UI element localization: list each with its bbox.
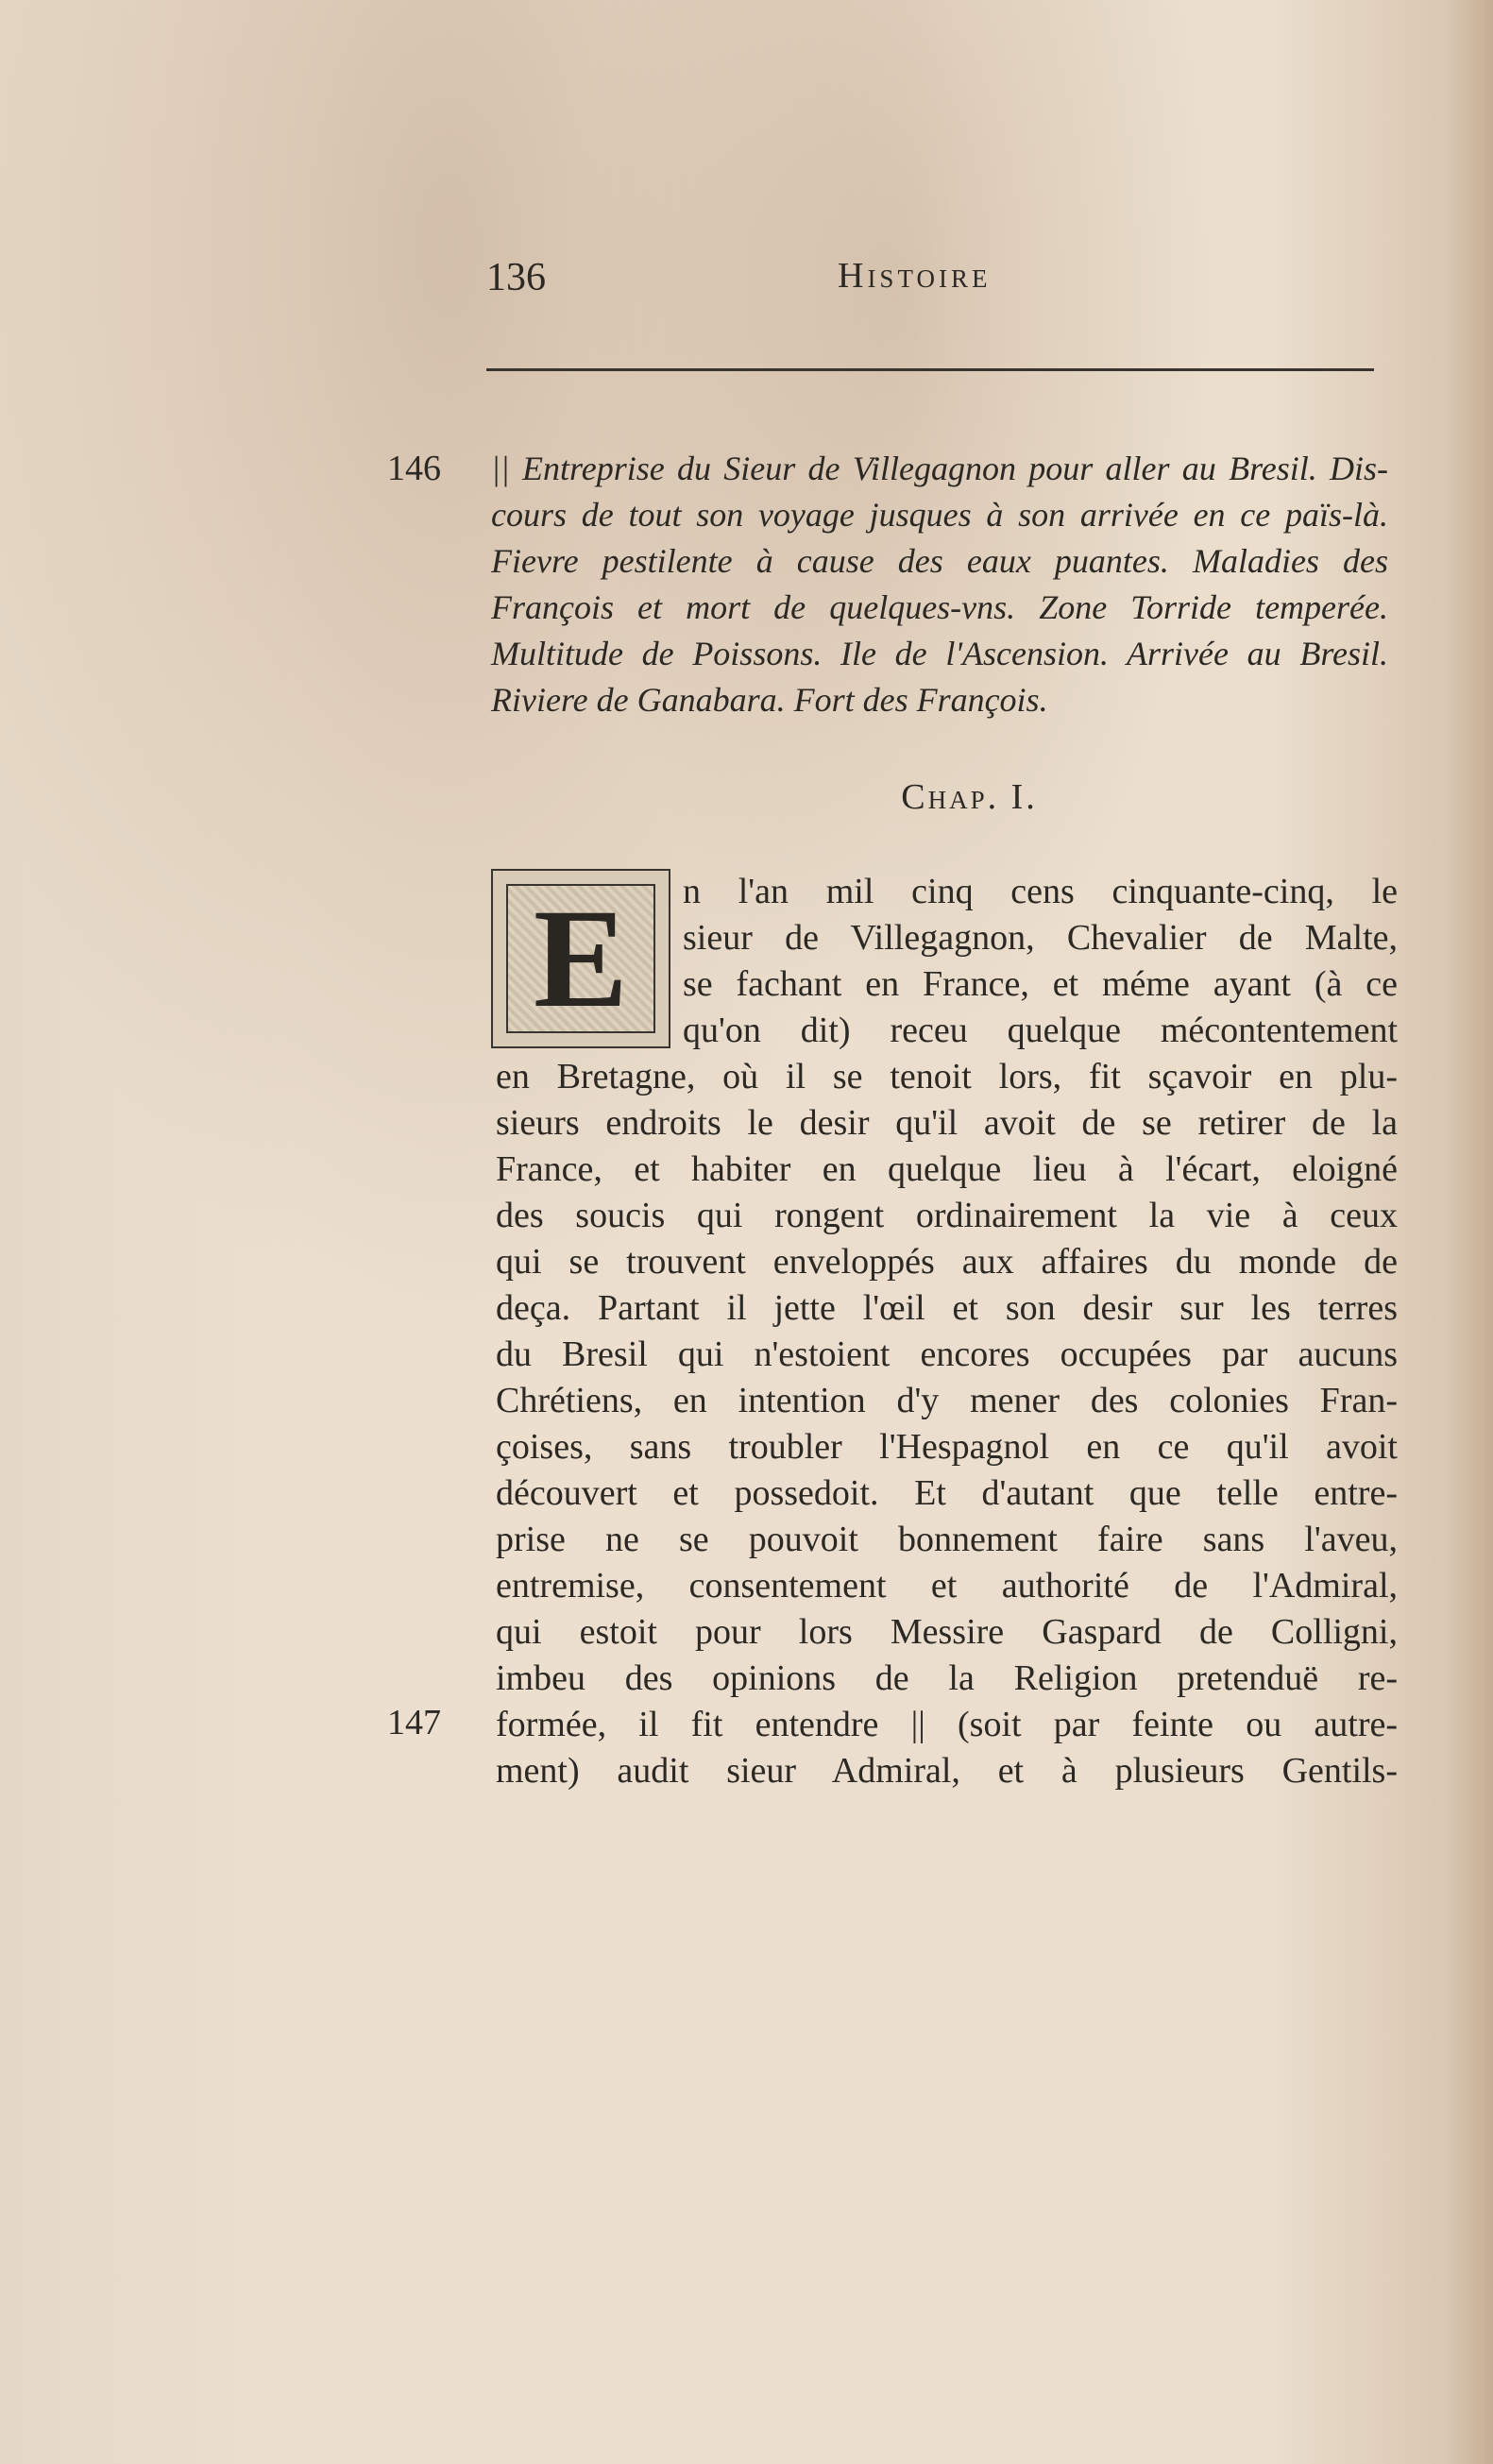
chapter-summary: [491, 446, 1388, 723]
summary-line: Multitude de Poissons. Ile de l'Ascension. Arrivée au Bresil.: [491, 635, 1388, 672]
body-line: sieur de Villegagnon, Chevalier de Malte,: [683, 918, 1398, 958]
chapter-heading: [0, 776, 1493, 818]
body-line: découvert et possedoit. Et d'autant que telle entre-: [496, 1473, 1398, 1513]
margin-number-147: 147: [387, 1703, 441, 1742]
body-line: prise ne se pouvoit bonnement faire sans l'aveu,: [496, 1520, 1398, 1559]
body-line: imbeu des opinions de la Religion pretenduë re-: [496, 1658, 1398, 1698]
body-line: ment) audit sieur Admiral, et à plusieurs Gentils-: [496, 1751, 1398, 1791]
body-text: [496, 869, 1398, 1794]
body-line: n l'an mil cinq cens cinquante-cinq, le: [683, 872, 1398, 911]
margin-number-146: 146: [387, 449, 441, 488]
body-line: sieurs endroits le desir qu'il avoit de se retirer de la: [496, 1103, 1398, 1143]
body-line: se fachant en France, et méme ayant (à ce: [683, 964, 1398, 1004]
body-line: Chrétiens, en intention d'y mener des colonies Fran-: [496, 1381, 1398, 1420]
summary-line: Riviere de Ganabara. Fort des François.: [491, 681, 1048, 719]
summary-line: cours de tout son voyage jusques à son arrivée en ce païs-là.: [491, 496, 1388, 534]
body-line: qu'on dit) receu quelque mécontentement: [683, 1011, 1398, 1050]
body-line: qui estoit pour lors Messire Gaspard de Colligni,: [496, 1612, 1398, 1652]
page-number: 136: [486, 256, 546, 299]
chapter-title: Chap. I.: [901, 777, 1038, 817]
body-line: du Bresil qui n'estoient encores occupées par aucuns: [496, 1334, 1398, 1374]
summary-line: François et mort de quelques-vns. Zone Torride temperée.: [491, 588, 1388, 626]
header-rule: [486, 368, 1374, 371]
body-line: formée, il fit entendre || (soit par feinte ou autre-: [496, 1705, 1398, 1744]
page-header: [486, 255, 1374, 302]
body-line: en Bretagne, où il se tenoit lors, fit sçavoir en plu-: [496, 1057, 1398, 1096]
body-line: France, et habiter en quelque lieu à l'écart, eloigné: [496, 1149, 1398, 1189]
drop-cap-letter: E: [506, 884, 655, 1033]
body-line: des soucis qui rongent ordinairement la vie à ceux: [496, 1196, 1398, 1235]
body-line: çoises, sans troubler l'Hespagnol en ce qu'il avoit: [496, 1427, 1398, 1467]
body-line: qui se trouvent enveloppés aux affaires du monde de: [496, 1242, 1398, 1282]
summary-line: || Entreprise du Sieur de Villegagnon pour aller au Bresil. Dis-: [491, 450, 1388, 487]
summary-line: Fievre pestilente à cause des eaux puantes. Maladies des: [491, 542, 1388, 580]
running-title: Histoire: [838, 256, 992, 296]
body-line: deça. Partant il jette l'œil et son desir sur les terres: [496, 1288, 1398, 1328]
body-line: entremise, consentement et authorité de l'Admiral,: [496, 1566, 1398, 1606]
